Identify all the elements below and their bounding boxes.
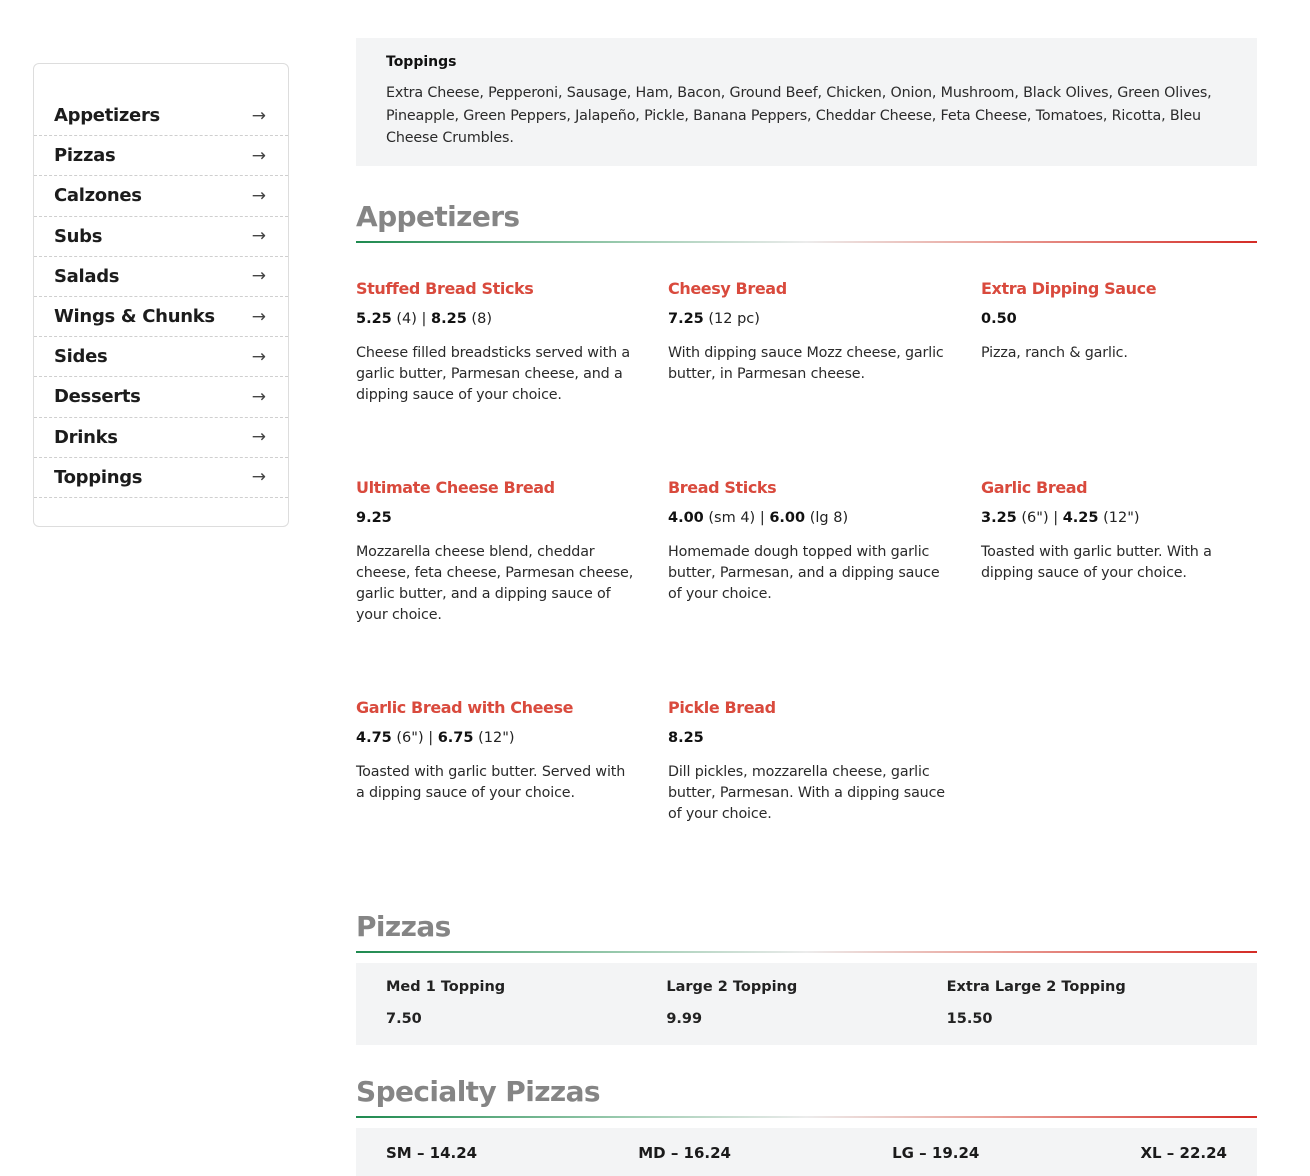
menu-item-name: Cheesy Bread [668, 279, 787, 298]
arrow-right-icon: → [251, 185, 266, 206]
menu-item-extra-dipping-sauce [981, 279, 1261, 364]
sidebar-item-sides[interactable] [34, 337, 288, 377]
sidebar-item-label: Pizzas [54, 145, 116, 167]
menu-item-description: Pizza, ranch & garlic. [981, 345, 1128, 361]
price-value: 7.50 [386, 1011, 422, 1027]
menu-item-description: Toasted with garlic butter. Served with a dipping sauce of your choice. [356, 764, 626, 801]
sidebar-item-calzones[interactable] [34, 176, 288, 216]
arrow-right-icon: → [251, 467, 266, 488]
menu-item-price [668, 730, 948, 746]
arrow-right-icon: → [251, 386, 266, 407]
menu-item-name: Extra Dipping Sauce [981, 279, 1157, 298]
price-size: (sm 4) | [703, 510, 770, 526]
price-size: (4) | [391, 311, 432, 327]
price-size: (lg 8) [805, 510, 849, 526]
sidebar-item-label: Calzones [54, 185, 142, 207]
menu-item-cheesy-bread [668, 279, 948, 385]
section-title-appetizers: Appetizers [356, 200, 520, 233]
section-divider [356, 1116, 1257, 1118]
toppings-info-box [356, 38, 1257, 166]
section-title-specialty-pizzas: Specialty Pizzas [356, 1075, 600, 1108]
sidebar-item-label: Drinks [54, 426, 118, 448]
menu-item-description: Cheese filled breadsticks served with a garlic butter, Parmesan cheese, and a dipping sauce of your choice. [356, 345, 631, 403]
menu-item-price [668, 311, 948, 327]
arrow-right-icon: → [251, 266, 266, 287]
price-value: 3.25 [981, 510, 1017, 526]
price-label: Med 1 Topping [386, 979, 506, 995]
menu-item-name: Pickle Bread [668, 698, 776, 717]
sidebar-item-label: Sides [54, 346, 108, 368]
size-price-lg: LG – 19.24 [892, 1144, 980, 1162]
menu-item-price [981, 311, 1261, 327]
menu-item-price [981, 510, 1261, 526]
appetizer-grid [356, 243, 1257, 893]
price-value: 0.50 [981, 311, 1017, 327]
price-value: 8.25 [668, 730, 704, 746]
arrow-right-icon: → [251, 427, 266, 448]
menu-item-bread-sticks [668, 478, 948, 605]
sidebar-item-appetizers[interactable] [34, 96, 288, 136]
price-value: 9.99 [666, 1011, 703, 1027]
menu-item-pickle-bread [668, 698, 948, 825]
price-value: 6.00 [769, 510, 806, 526]
pizza-price-large [666, 979, 946, 1045]
arrow-right-icon: → [251, 306, 266, 327]
appetizers-section [356, 200, 1257, 893]
menu-item-description: Mozzarella cheese blend, cheddar cheese, feta cheese, Parmesan cheese, garlic butter, and a dipping sauce of your choice. [356, 544, 634, 623]
sidebar-item-label: Desserts [54, 386, 141, 408]
size-price-xl: XL – 22.24 [1140, 1144, 1227, 1162]
toppings-box-text: Extra Cheese, Pepperoni, Sausage, Ham, Bacon, Ground Beef, Chicken, Onion, Mushroom, Black Olives, Green Olives, Pineapple, Green Peppers, Jalapeño, Pickle, Banana Peppers, Cheddar Cheese, Feta Cheese, Tomatoes, Ricotta, Bleu Cheese Crumbles. [386, 85, 1212, 146]
menu-item-name: Garlic Bread [981, 478, 1088, 497]
category-sidebar [33, 63, 289, 527]
pizza-price-xl [947, 979, 1227, 1045]
price-value: 4.75 [356, 730, 392, 746]
specialty-size-bar [356, 1128, 1257, 1176]
sidebar-item-desserts[interactable] [34, 377, 288, 417]
menu-item-ultimate-cheese-bread [356, 478, 636, 626]
menu-item-name: Stuffed Bread Sticks [356, 279, 534, 298]
price-label: Extra Large 2 Topping [946, 979, 1126, 995]
sidebar-item-drinks[interactable] [34, 418, 288, 458]
toppings-box-title: Toppings [386, 54, 457, 70]
sidebar-item-salads[interactable] [34, 257, 288, 297]
arrow-right-icon: → [251, 226, 266, 247]
sidebar-item-label: Appetizers [54, 105, 160, 127]
menu-item-description: Toasted with garlic butter. With a dipping sauce of your choice. [981, 544, 1212, 581]
sidebar-item-toppings[interactable] [34, 458, 288, 498]
arrow-right-icon: → [251, 145, 266, 166]
price-size: (12 pc) [703, 311, 760, 327]
specialty-pizzas-section [356, 1075, 1257, 1176]
menu-content [356, 38, 1257, 1176]
price-value: 15.50 [946, 1011, 993, 1027]
price-size: (12") [1098, 510, 1140, 526]
sidebar-item-pizzas[interactable] [34, 136, 288, 176]
menu-item-garlic-bread-with-cheese [356, 698, 636, 804]
price-size: (12") [473, 730, 515, 746]
sidebar-item-subs[interactable] [34, 217, 288, 257]
sidebar-item-label: Salads [54, 265, 120, 287]
menu-item-price [356, 730, 636, 746]
menu-item-description: Homemade dough topped with garlic butter, Parmesan, and a dipping sauce of your choice. [668, 544, 940, 602]
menu-item-name: Garlic Bread with Cheese [356, 698, 574, 717]
price-value: 4.25 [1062, 510, 1099, 526]
price-label: Large 2 Topping [666, 979, 798, 995]
sidebar-item-label: Subs [54, 225, 103, 247]
menu-item-price [356, 311, 636, 327]
price-value: 4.00 [668, 510, 704, 526]
menu-item-price [668, 510, 948, 526]
pizza-price-bar [356, 963, 1257, 1045]
price-value: 7.25 [668, 311, 704, 327]
menu-item-name: Bread Sticks [668, 478, 777, 497]
size-price-sm: SM – 14.24 [386, 1144, 478, 1162]
arrow-right-icon: → [251, 346, 266, 367]
arrow-right-icon: → [251, 105, 266, 126]
section-divider [356, 951, 1257, 953]
pizzas-section [356, 910, 1257, 1045]
menu-item-description: Dill pickles, mozzarella cheese, garlic butter, Parmesan. With a dipping sauce of your choice. [668, 764, 945, 822]
price-value: 5.25 [356, 311, 392, 327]
sidebar-item-label: Toppings [54, 466, 143, 488]
price-size: (8) [466, 311, 492, 327]
price-size: (6") | [1016, 510, 1063, 526]
size-price-md: MD – 16.24 [638, 1144, 731, 1162]
menu-item-stuffed-bread-sticks [356, 279, 636, 406]
menu-item-description: With dipping sauce Mozz cheese, garlic butter, in Parmesan cheese. [668, 345, 944, 382]
sidebar-item-label: Wings & Chunks [54, 306, 215, 328]
sidebar-item-wings-chunks[interactable] [34, 297, 288, 337]
menu-item-price [356, 510, 636, 526]
price-value: 8.25 [431, 311, 467, 327]
price-size: (6") | [391, 730, 438, 746]
section-title-pizzas: Pizzas [356, 910, 451, 943]
menu-item-garlic-bread [981, 478, 1261, 584]
price-value: 9.25 [356, 510, 392, 526]
menu-item-name: Ultimate Cheese Bread [356, 478, 555, 497]
pizza-price-med [386, 979, 666, 1045]
price-value: 6.75 [437, 730, 474, 746]
